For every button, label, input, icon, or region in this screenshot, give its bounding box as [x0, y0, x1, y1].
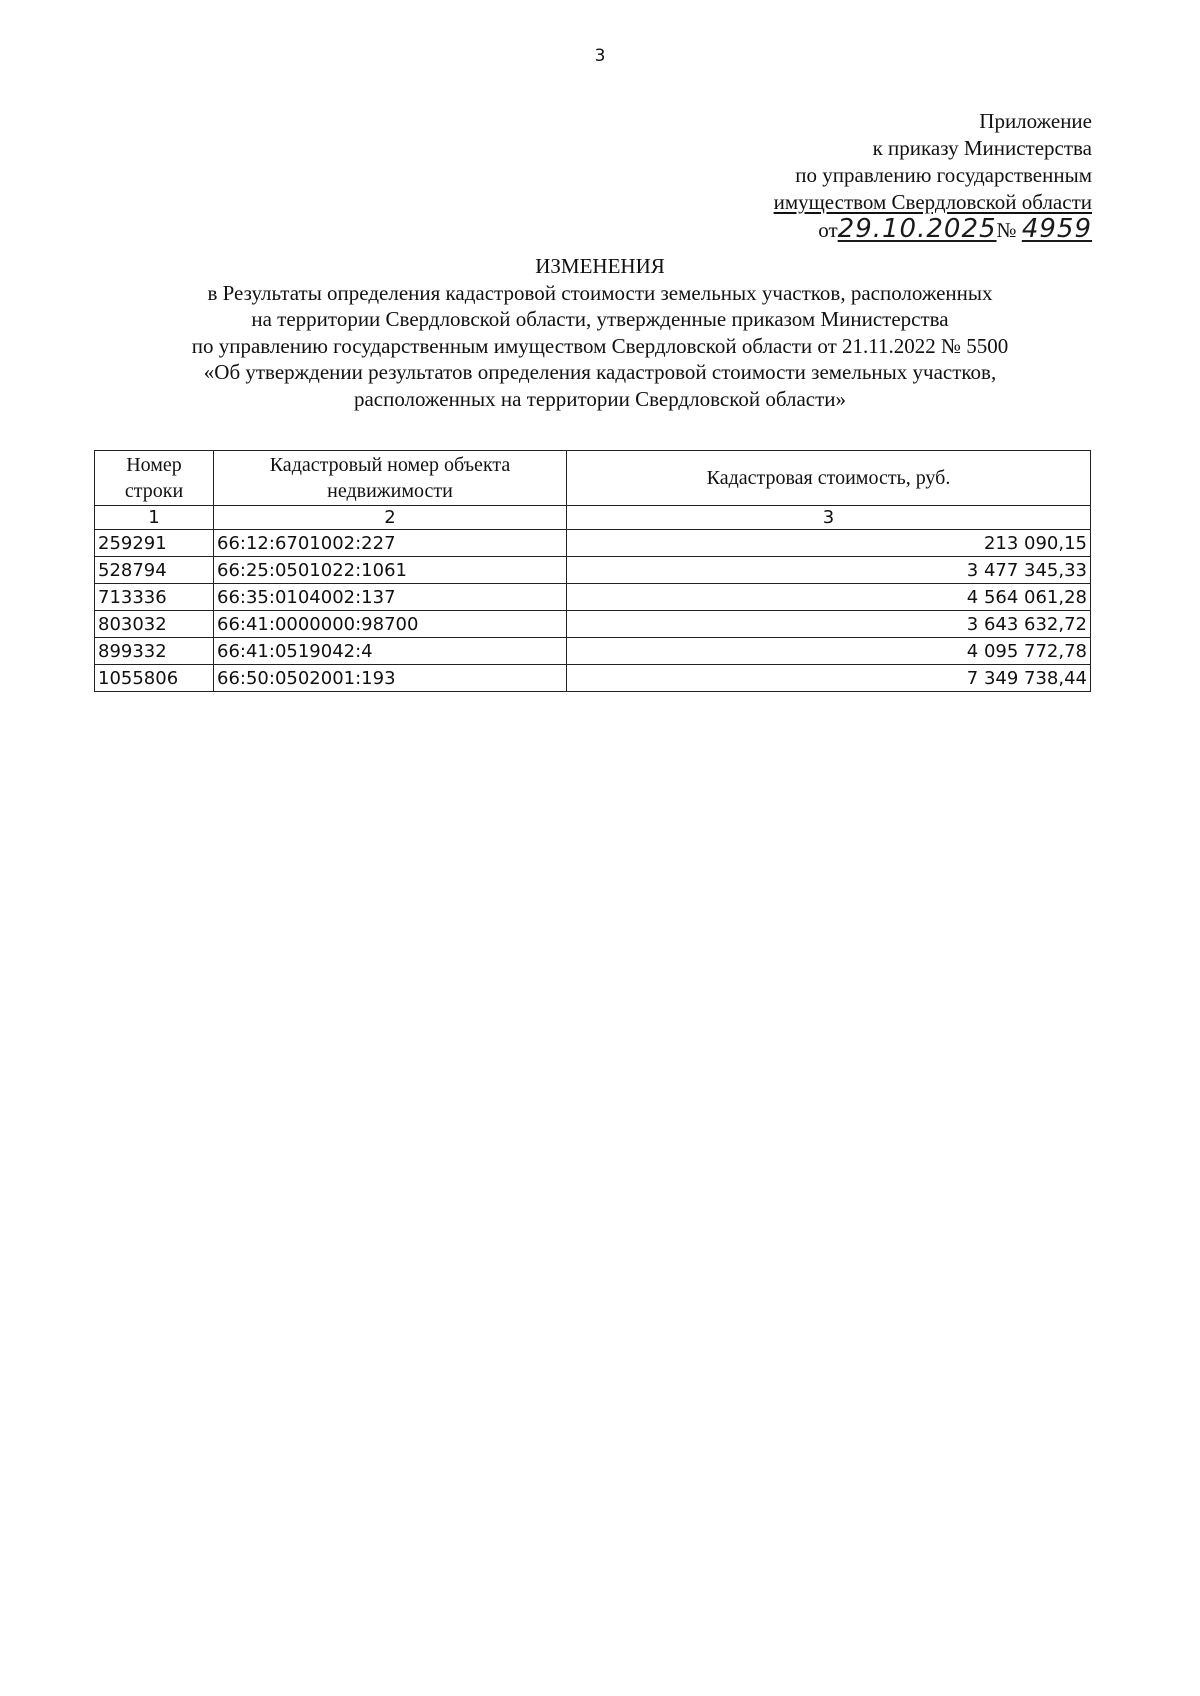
title-line: по управлению государственным имуществом Свердловской области от 21.11.2022 № 5500 [191, 333, 1009, 358]
document-title-block [0, 253, 1200, 412]
row-number-cell: 259291 [95, 530, 214, 557]
table-row [95, 638, 1091, 665]
column-number: 1 [95, 506, 214, 530]
cadastral-number-cell: 66:12:6701002:227 [214, 530, 567, 557]
handwritten-order-number: 4959 [1021, 214, 1092, 244]
cadastral-number-cell: 66:41:0519042:4 [214, 638, 567, 665]
cadastral-number-cell: 66:35:0104002:137 [214, 584, 567, 611]
header-cadastral-value: Кадастровая стоимость, руб. [567, 451, 1091, 506]
column-number: 3 [567, 506, 1091, 530]
cadastral-value-table [94, 450, 1091, 692]
table-row [95, 584, 1091, 611]
document-heading: ИЗМЕНЕНИЯ [535, 254, 665, 278]
table-row [95, 557, 1091, 584]
cadastral-number-cell: 66:50:0502001:193 [214, 665, 567, 692]
appendix-line: Приложение [979, 109, 1092, 133]
table-header-row [95, 451, 1091, 506]
cadastral-number-cell: 66:41:0000000:98700 [214, 611, 567, 638]
table-row [95, 665, 1091, 692]
number-prefix: № [996, 218, 1017, 242]
row-number-cell: 713336 [95, 584, 214, 611]
title-line: в Результаты определения кадастровой стоимости земельных участков, расположенных [207, 280, 993, 305]
row-number-cell: 528794 [95, 557, 214, 584]
appendix-line: к приказу Министерства [872, 136, 1092, 160]
appendix-line: по управлению государственным [795, 163, 1092, 187]
row-number-cell: 899332 [95, 638, 214, 665]
date-prefix: от [818, 218, 838, 242]
appendix-line: имуществом Свердловской области [773, 190, 1092, 214]
column-number: 2 [214, 506, 567, 530]
handwritten-date: 29.10.2025 [837, 214, 997, 244]
cadastral-number-cell: 66:25:0501022:1061 [214, 557, 567, 584]
table-row [95, 530, 1091, 557]
table-row [95, 611, 1091, 638]
appendix-block [774, 108, 1092, 244]
column-number-row [95, 506, 1091, 530]
title-line: на территории Свердловской области, утвержденные приказом Министерства [251, 307, 949, 331]
title-line: «Об утверждении результатов определения кадастровой стоимости земельных участков, [203, 360, 997, 384]
header-cadastral-number: Кадастровый номер объекта недвижимости [214, 451, 567, 506]
header-row-number: Номер строки [95, 451, 214, 506]
cadastral-value-cell: 4 564 061,28 [567, 584, 1091, 611]
cadastral-value-cell: 213 090,15 [567, 530, 1091, 557]
row-number-cell: 1055806 [95, 665, 214, 692]
cadastral-value-cell: 4 095 772,78 [567, 638, 1091, 665]
cadastral-value-cell: 3 477 345,33 [567, 557, 1091, 584]
page-number: 3 [594, 46, 606, 66]
title-line: расположенных на территории Свердловской области» [353, 386, 847, 411]
cadastral-value-cell: 7 349 738,44 [567, 665, 1091, 692]
row-number-cell: 803032 [95, 611, 214, 638]
cadastral-value-cell: 3 643 632,72 [567, 611, 1091, 638]
order-date-number-line [774, 216, 1092, 244]
